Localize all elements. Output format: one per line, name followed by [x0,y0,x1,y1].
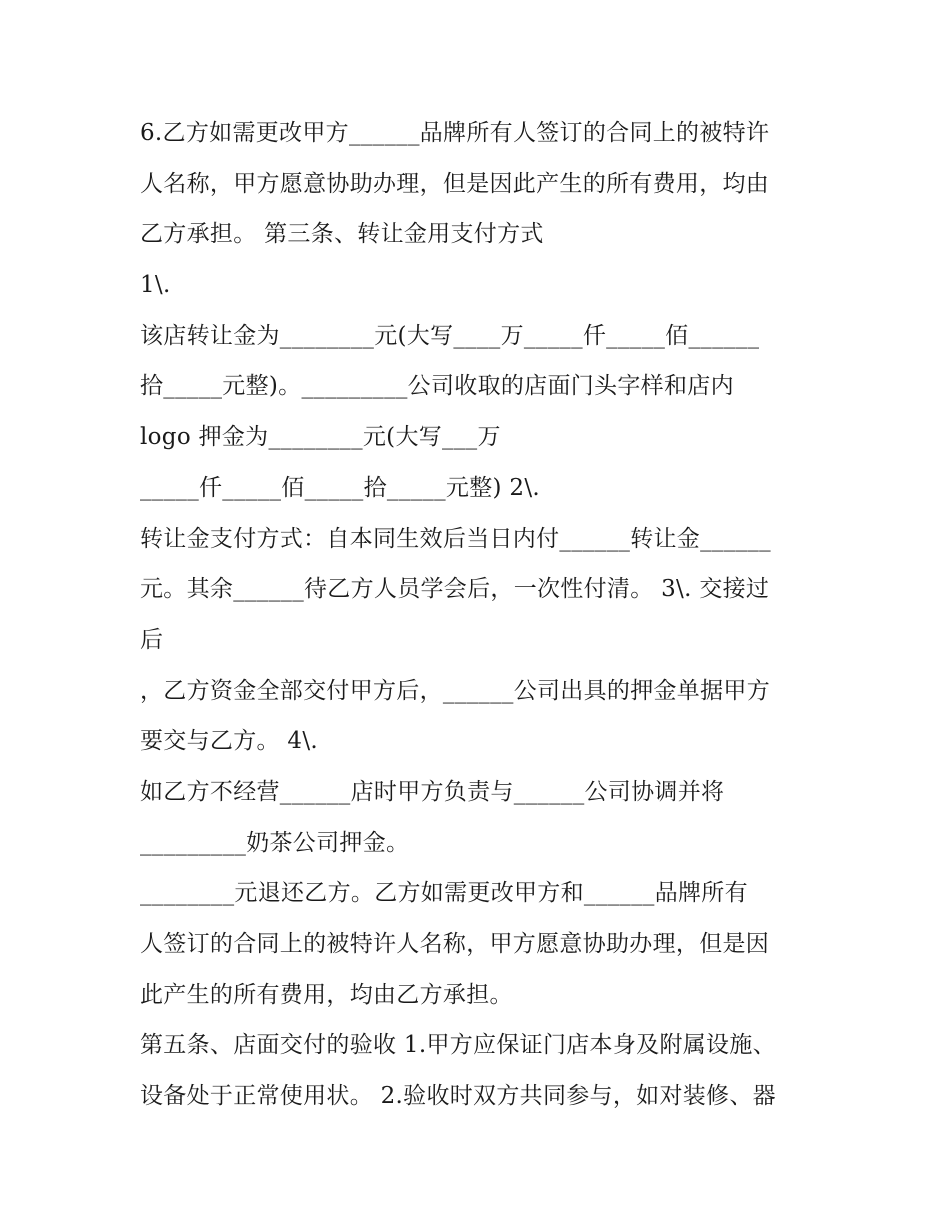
text-line: 要交与乙方。 4\. [140,728,319,755]
document-body [140,108,820,1122]
text-line: 乙方承担。 第三条、转让金用支付方式 [140,221,544,248]
text-line: 后 [140,626,164,653]
text-line: _____仟_____佰_____拾_____元整) 2\. [140,474,540,501]
text-line: 拾_____元整)。_________公司收取的店面门头字样和店内 [140,373,734,400]
text-line: 人签订的合同上的被特许人名称，甲方愿意协助办理，但是因 [140,931,770,957]
text-line: ，乙方资金全部交付甲方后，______公司出具的押金单据甲方 [140,677,770,704]
text-line: ________元退还乙方。乙方如需更改甲方和______品牌所有 [140,880,748,907]
text-line: logo 押金为________元(大写___万 [140,424,501,451]
text-line: 如乙方不经营______店时甲方负责与______公司协调并将 [140,778,725,805]
text-line: 设备处于正常使用状。 2.验收时双方共同参与，如对装修、器 [140,1083,776,1110]
text-line: 该店转让金为________元(大写____万_____仟_____佰______ [140,322,760,349]
text-line: 6.乙方如需更改甲方______品牌所有人签订的合同上的被特许 [140,120,770,146]
text-line: _________奶茶公司押金。 [140,829,410,856]
text-line: 此产生的所有费用，均由乙方承担。 [140,981,513,1008]
text-line: 元。其余______待乙方人员学会后，一次性付清。 3\. 交接过 [140,576,770,603]
text-line: 转让金支付方式：自本同生效后当日内付______转让金______ [140,525,771,552]
text-line: 1\. [140,272,171,299]
text-line: 人名称，甲方愿意协助办理，但是因此产生的所有费用，均由 [140,170,770,197]
text-line: 第五条、店面交付的验收 1.甲方应保证门店本身及附属设施、 [140,1032,776,1059]
